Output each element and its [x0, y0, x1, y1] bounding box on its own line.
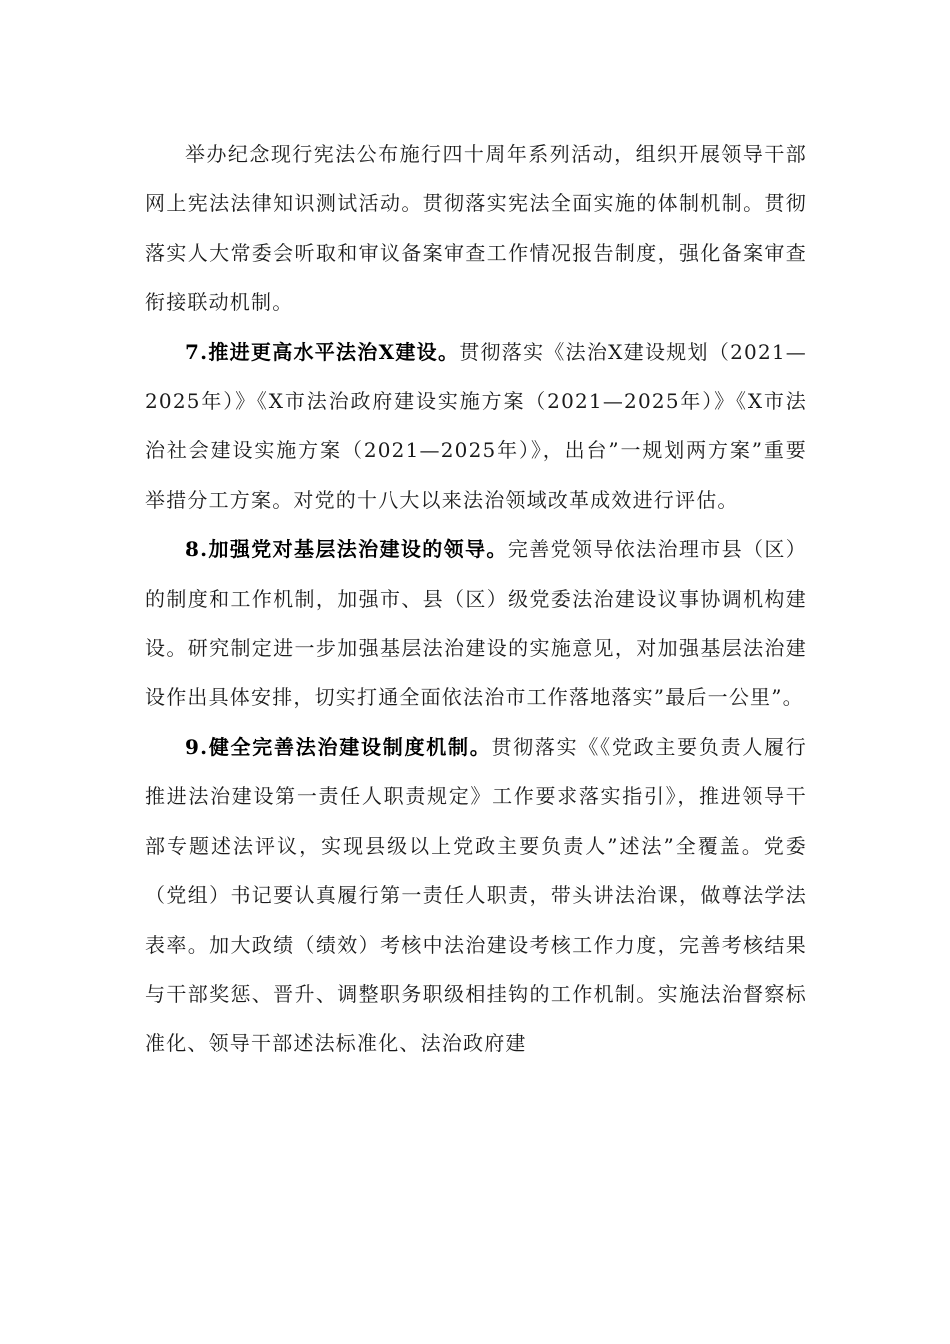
paragraph-heading: 9.健全完善法治建设制度机制。 — [185, 734, 492, 759]
paragraph-item-8 — [145, 525, 807, 723]
paragraph-item-7 — [145, 328, 807, 526]
paragraph-body: 贯彻落实《《党政主要负责人履行推进法治建设第一责任人职责规定》工作要求落实指引》，推进领导干部专题述法评议，实现县级以上党政主要负责人”述法”全覆盖。党委（党组）书记要认真履行第一责任人职责，带头讲法治课，做尊法学法表率。加大政绩（绩效）考核中法治建设考核工作力度，完善考核结果与干部奖惩、晋升、调整职务职级相挂钩的工作机制。实施法治督察标准化、领导干部述法标准化、法治政府建 — [145, 734, 807, 1056]
paragraph-body: 举办纪念现行宪法公布施行四十周年系列活动，组织开展领导干部网上宪法法律知识测试活动。贯彻落实宪法全面实施的体制机制。贯彻落实人大常委会听取和审议备案审查工作情况报告制度，强化备案审查衔接联动机制。 — [145, 142, 807, 315]
paragraph-heading: 8.加强党对基层法治建设的领导。 — [185, 537, 508, 562]
paragraph-body: 贯彻落实《法治X建设规划（2021—2025年）》《X市法治政府建设实施方案（2021—2025年）》《X市法治社会建设实施方案（2021—2025年）》，出台”一规划两方案”重要举措分工方案。对党的十八大以来法治领域改革成效进行评估。 — [145, 339, 807, 512]
paragraph-heading: 7.推进更高水平法治X建设。 — [185, 339, 460, 364]
paragraph-item-9 — [145, 723, 807, 1069]
paragraph-body: 完善党领导依法治理市县（区）的制度和工作机制，加强市、县（区）级党委法治建设议事协调机构建设。研究制定进一步加强基层法治建设的实施意见，对加强基层法治建设作出具体安排，切实打通全面依法治市工作落地落实”最后一公里”。 — [145, 537, 807, 710]
paragraph-constitution-activities — [145, 130, 807, 328]
document-body — [145, 130, 807, 1069]
